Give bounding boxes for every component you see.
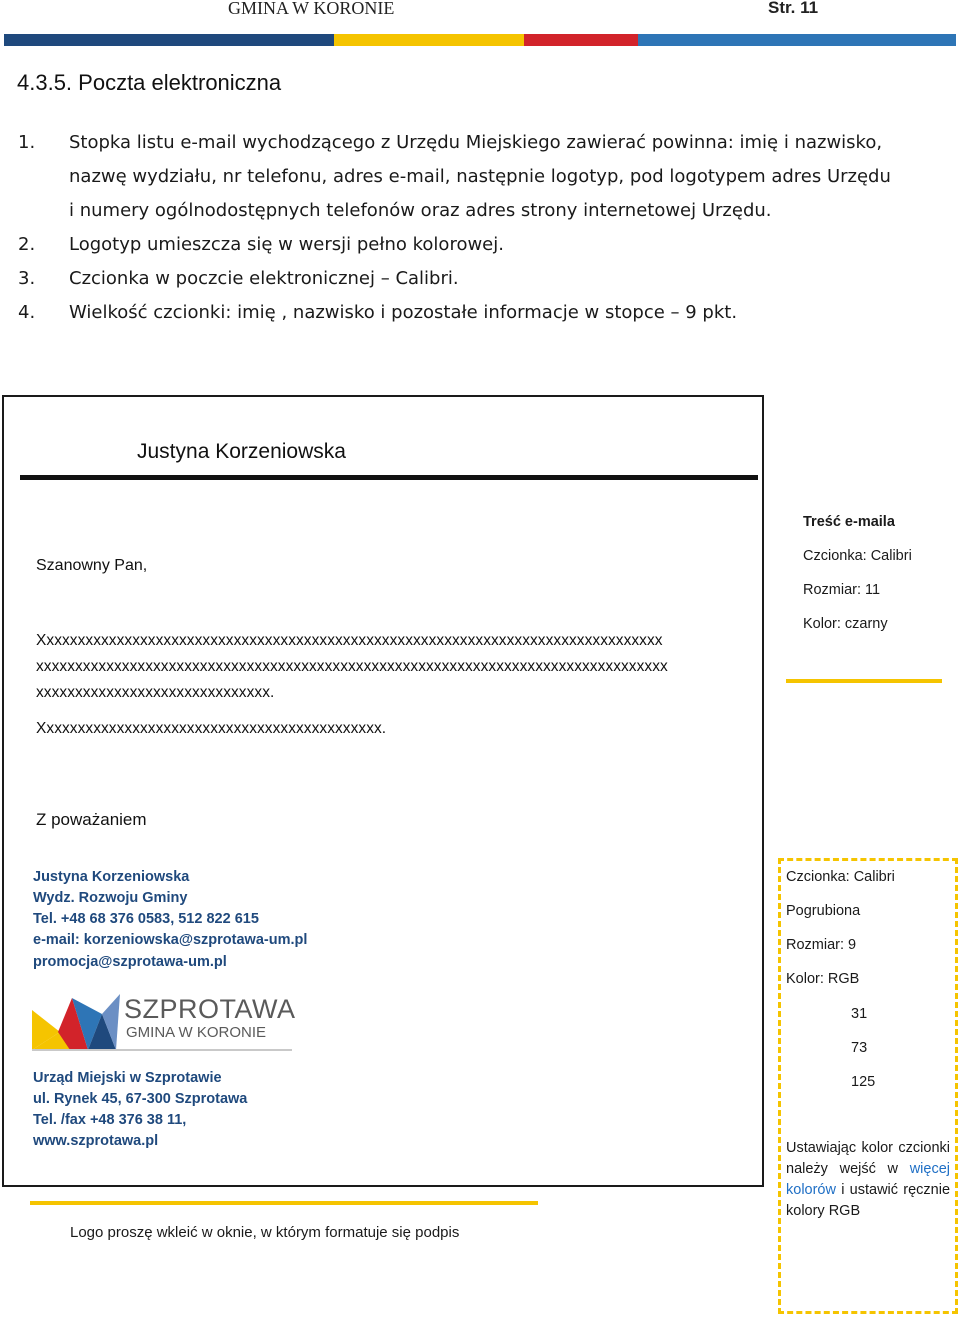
instruction-text: Ustawiając kolor czcionki należy wejść w xyxy=(786,1140,950,1177)
email-body-line: xxxxxxxxxxxxxxxxxxxxxxxxxxxxxxxxxxxxxxxxxxxxxxxxxxxxxxxxxxxxxxxxxxxxxxxxxxxxxxxxx xyxy=(36,658,668,675)
instruction-text: i ustawić ręcznie kolory RGB xyxy=(786,1182,951,1219)
note-body-size: Rozmiar: 11 xyxy=(803,582,881,598)
signature-email: e-mail: korzeniowska@szprotawa-um.pl xyxy=(33,932,308,948)
email-sender-name: Justyna Korzeniowska xyxy=(137,440,346,463)
header-stripe-navy xyxy=(4,34,334,46)
address-website: www.szprotawa.pl xyxy=(33,1133,159,1149)
note-footer-color: Kolor: RGB xyxy=(786,971,860,987)
list-item-line: nazwę wydziału, nr telefonu, adres e-mail, następnie logotyp, pod logotypem adres Urzędu xyxy=(69,166,891,187)
note-footer-weight: Pogrubiona xyxy=(786,903,861,919)
logo-wordmark: SZPROTAWA xyxy=(124,994,296,1024)
signature-promo-email: promocja@szprotawa-um.pl xyxy=(33,954,227,970)
email-greeting: Szanowny Pan, xyxy=(36,557,148,574)
more-colors-link: więcej kolorów xyxy=(786,1161,950,1198)
note-body-font: Czcionka: Calibri xyxy=(803,548,912,564)
email-mockup-frame xyxy=(2,395,764,1187)
logo-note-rule xyxy=(30,1201,538,1205)
header-stripe-blue xyxy=(638,34,956,46)
note-body-title: Treść e-maila xyxy=(803,514,895,530)
section-title: 4.3.5. Poczta elektroniczna xyxy=(17,70,282,95)
logo-tagline: GMINA W KORONIE xyxy=(126,1024,267,1041)
list-item-3 xyxy=(18,262,918,296)
list-number: 3. xyxy=(18,268,36,289)
signature-phone: Tel. +48 68 376 0583, 512 822 615 xyxy=(33,911,259,927)
list-item-line: Wielkość czcionki: imię , nazwisko i pozostałe informacje w stopce – 9 pkt. xyxy=(69,302,738,323)
list-number: 2. xyxy=(18,234,36,255)
note-rgb-red: 31 xyxy=(851,1006,868,1022)
list-item-line: Logotyp umieszcza się w wersji pełno kolorowej. xyxy=(69,234,504,255)
signature-department: Wydz. Rozwoju Gminy xyxy=(33,890,188,906)
note-rgb-blue: 125 xyxy=(851,1074,876,1090)
list-item-2 xyxy=(18,228,918,262)
address-street: ul. Rynek 45, 67-300 Szprotawa xyxy=(33,1091,248,1107)
address-phone: Tel. /fax +48 376 38 11, xyxy=(33,1112,187,1128)
running-header-title: GMINA W KORONIE xyxy=(228,0,395,18)
list-number: 1. xyxy=(18,132,36,153)
email-body-line: Xxxxxxxxxxxxxxxxxxxxxxxxxxxxxxxxxxxxxxxxxxxxxxxxxxxxxxxxxxxxxxxxxxxxxxxxxxxxxxxx xyxy=(36,632,663,649)
page-number: Str. 11 xyxy=(768,0,819,17)
email-body-line: Xxxxxxxxxxxxxxxxxxxxxxxxxxxxxxxxxxxxxxxxxxxx. xyxy=(36,720,387,737)
szprotawa-logo xyxy=(30,992,294,1052)
note-rgb-green: 73 xyxy=(851,1040,868,1056)
sender-underline xyxy=(20,475,758,480)
note-body-color: Kolor: czarny xyxy=(803,616,888,632)
logo-note: Logo proszę wkleić w oknie, w którym formatuje się podpis xyxy=(70,1224,460,1241)
list-item-1 xyxy=(18,126,918,228)
address-office: Urząd Miejski w Szprotawie xyxy=(33,1070,222,1086)
list-number: 4. xyxy=(18,302,36,323)
note-color-instruction xyxy=(786,1138,950,1222)
header-stripe-yellow xyxy=(334,34,524,46)
list-item-line: Czcionka w poczcie elektronicznej – Calibri. xyxy=(69,268,459,289)
email-closing: Z poważaniem xyxy=(36,810,147,829)
note-body-rule xyxy=(786,679,942,683)
note-footer-font: Czcionka: Calibri xyxy=(786,869,895,885)
note-footer-size: Rozmiar: 9 xyxy=(786,937,857,953)
email-body-line: xxxxxxxxxxxxxxxxxxxxxxxxxxxxxx. xyxy=(36,684,275,701)
list-item-line: i numery ogólnodostępnych telefonów oraz adres strony internetowej Urzędu. xyxy=(69,200,772,221)
signature-name: Justyna Korzeniowska xyxy=(33,869,190,885)
list-item-4 xyxy=(18,296,918,330)
header-stripe-red xyxy=(524,34,638,46)
list-item-line: Stopka listu e-mail wychodzącego z Urzędu Miejskiego zawierać powinna: imię i nazwisko, xyxy=(69,132,883,153)
